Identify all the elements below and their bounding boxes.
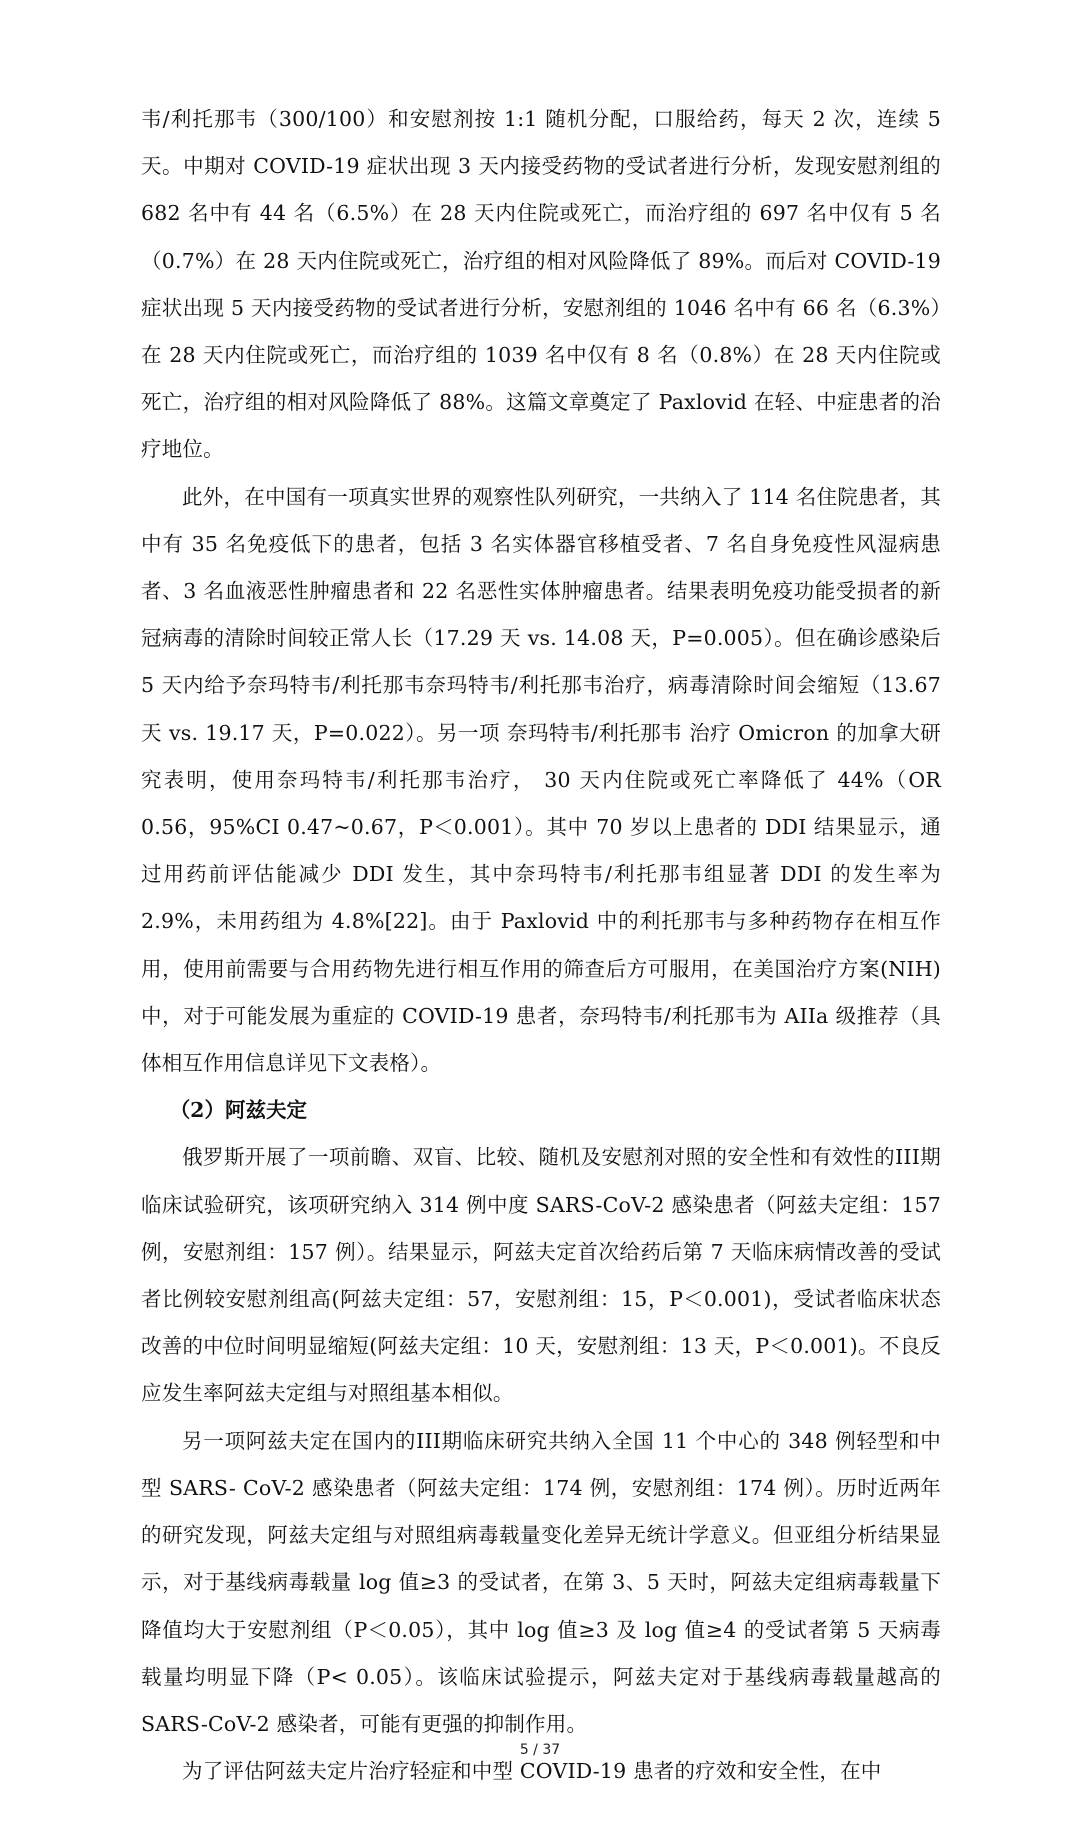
page-number: 5 / 37 [519, 1742, 561, 1758]
paragraph-china-trial: 另一项阿兹夫定在国内的III期临床研究共纳入全国 11 个中心的 348 例轻型和中型 SARS- CoV-2 感染患者（阿兹夫定组：174 例，安慰剂组：174 例）。历时近两年的研究发现，阿兹夫定组与对照组病毒载量变化差异无统计学意义。但亚组分析结果显示，对于基线病毒载量 log 值≥3 的受试者，在第 3、5 天时，阿兹夫定组病毒载量下降值均大于安慰剂组（P＜0.05），其中 log 值≥3 及 log 值≥4 的受试者第 5 天病毒载量均明显下降（P< 0.05）。该临床试验提示，阿兹夫定对于基线病毒载量越高的 SARS-CoV-2 感染者，可能有更强的抑制作用。 [141, 1428, 941, 1736]
paragraph-real-world-study: 此外，在中国有一项真实世界的观察性队列研究，一共纳入了 114 名住院患者，其中有 35 名免疫低下的患者，包括 3 名实体器官移植受者、7 名自身免疫性风湿病患者、3 名血液恶性肿瘤患者和 22 名恶性实体肿瘤患者。结果表明免疫功能受损者的新冠病毒的清除时间较正常人长（17.29 天 vs. 14.08 天，P=0.005）。但在确诊感染后 5 天内给予奈玛特韦/利托那韦奈玛特韦/利托那韦治疗，病毒清除时间会缩短（13.67 天 vs. 19.17 天，P=0.022）。另一项 奈玛特韦/利托那韦 治疗 Omicron 的加拿大研究表明，使用奈玛特韦/利托那韦治疗， 30 天内住院或死亡率降低了 44%（OR 0.56，95%CI 0.47~0.67，P＜0.001）。其中 70 岁以上患者的 DDI 结果显示，通过用药前评估能减少 DDI 发生，其中奈玛特韦/利托那韦组显著 DDI 的发生率为 2.9%，未用药组为 4.8%[22]。由于 Paxlovid 中的利托那韦与多种药物存在相互作用，使用前需要与合用药物先进行相互作用的筛查后方可服用，在美国治疗方案(NIH)中，对于可能发展为重症的 COVID-19 患者，奈玛特韦/利托那韦为 AIIa 级推荐（具体相互作用信息详见下文表格）。 [141, 484, 941, 1076]
paragraph-efficacy-evaluation: 为了评估阿兹夫定片治疗轻症和中型 COVID-19 患者的疗效和安全性，在中 [182, 1759, 882, 1784]
paragraph-russia-trial: 俄罗斯开展了一项前瞻、双盲、比较、随机及安慰剂对照的安全性和有效性的III期临床试验研究，该项研究纳入 314 例中度 SARS-CoV-2 感染患者（阿兹夫定组：157 例，安慰剂组：157 例）。结果显示，阿兹夫定首次给药后第 7 天临床病情改善的受试者比例较安慰剂组高(阿兹夫定组：57，安慰剂组：15，P＜0.001)，受试者临床状态改善的中位时间明显缩短(阿兹夫定组：10 天，安慰剂组：13 天，P＜0.001)。不良反应发生率阿兹夫定组与对照组基本相似。 [141, 1145, 941, 1406]
paragraph-paxlovid-trial: 韦/利托那韦（300/100）和安慰剂按 1:1 随机分配，口服给药，每天 2 次，连续 5 天。中期对 COVID-19 症状出现 3 天内接受药物的受试者进行分析，发现安慰剂组的 682 名中有 44 名（6.5%）在 28 天内住院或死亡，而治疗组的 697 名中仅有 5 名（0.7%）在 28 天内住院或死亡，治疗组的相对风险降低了 89%。而后对 COVID-19 症状出现 5 天内接受药物的受试者进行分析，安慰剂组的 1046 名中有 66 名（6.3%）在 28 天内住院或死亡，而治疗组的 1039 名中仅有 8 名（0.8%）在 28 天内住院或死亡，治疗组的相对风险降低了 88%。这篇文章奠定了 Paxlovid 在轻、中症患者的治疗地位。 [141, 107, 941, 462]
section-heading-azvudine: （2）阿兹夫定 [169, 1098, 307, 1123]
document-body [141, 96, 941, 1795]
